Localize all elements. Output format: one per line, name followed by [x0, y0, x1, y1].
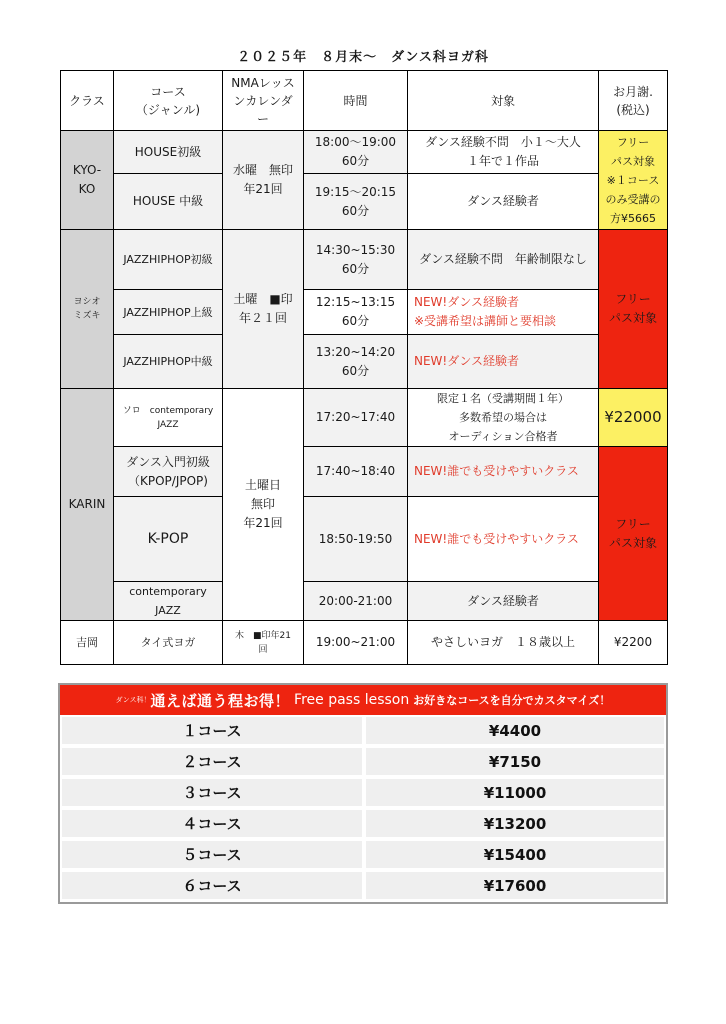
freepass-rows — [60, 715, 666, 901]
calendar-cell: 木 ■印年21 回 — [223, 621, 304, 665]
table-header-row — [61, 71, 668, 131]
freepass-course-count: ３コース — [60, 777, 364, 808]
time-cell: 20:00-21:00 — [304, 582, 408, 621]
freepass-course-count: １コース — [60, 715, 364, 746]
freepass-row — [60, 777, 666, 808]
schedule-table — [60, 70, 668, 665]
fee-freepass-kyoko: フリー パス対象 ※１コース のみ受講の 方¥5665 — [599, 131, 668, 230]
freepass-headline: 通えば通う程お得！ — [150, 691, 291, 710]
fee-freepass-yoshio: フリー パス対象 — [599, 230, 668, 389]
freepass-prefix: ダンス科！ — [115, 696, 151, 704]
instructor-karin: KARIN — [61, 389, 114, 621]
header-class: クラス — [61, 71, 114, 131]
freepass-row — [60, 839, 666, 870]
freepass-banner — [60, 685, 666, 715]
freepass-row — [60, 870, 666, 901]
freepass-subtext: お好きなコースを自分でカスタマイズ！ — [413, 694, 611, 707]
table-row — [61, 582, 668, 621]
fee-freepass-karin: フリー パス対象 — [599, 447, 668, 621]
calendar-cell: 土曜 ■印 年２１回 — [223, 230, 304, 389]
freepass-english: Free pass lesson — [294, 692, 410, 708]
target-cell: やさしいヨガ １８歳以上 — [408, 621, 599, 665]
target-cell: ダンス経験不問 年齢制限なし — [408, 230, 599, 290]
course-cell: HOUSE初級 — [114, 131, 223, 174]
header-fee: お月謝. (税込) — [599, 71, 668, 131]
target-cell: NEW!ダンス経験者 — [408, 335, 599, 389]
table-row — [61, 230, 668, 290]
table-row — [61, 290, 668, 335]
calendar-cell: 水曜 無印 年21回 — [223, 131, 304, 230]
time-cell: 18:00〜19:00 60分 — [304, 131, 408, 174]
freepass-price: ¥11000 — [364, 777, 666, 808]
freepass-course-count: ６コース — [60, 870, 364, 901]
page-title: ２０２５年 ８月末〜 ダンス科ヨガ科 — [237, 50, 489, 65]
time-cell: 12:15~13:15 60分 — [304, 290, 408, 335]
instructor-kyoko: KYO- KO — [61, 131, 114, 230]
time-cell: 17:20~17:40 — [304, 389, 408, 447]
course-cell: K-POP — [114, 497, 223, 582]
freepass-course-count: ５コース — [60, 839, 364, 870]
fee-cell: ¥2200 — [599, 621, 668, 665]
target-cell: 限定１名（受講期間１年） 多数希望の場合は オーディション合格者 — [408, 389, 599, 447]
target-cell: ダンス経験不問 小１〜大人 １年で１作品 — [408, 131, 599, 174]
freepass-course-count: ４コース — [60, 808, 364, 839]
header-target: 対象 — [408, 71, 599, 131]
freepass-row — [60, 808, 666, 839]
freepass-price: ¥4400 — [364, 715, 666, 746]
freepass-row — [60, 715, 666, 746]
table-row — [61, 621, 668, 665]
freepass-price: ¥17600 — [364, 870, 666, 901]
target-cell: NEW!ダンス経験者 ※受講希望は講師と要相談 — [408, 290, 599, 335]
freepass-price: ¥7150 — [364, 746, 666, 777]
table-row — [61, 335, 668, 389]
table-row — [61, 389, 668, 447]
instructor-yoshioka: 吉岡 — [61, 621, 114, 665]
course-cell: HOUSE 中級 — [114, 174, 223, 230]
time-cell: 19:00~21:00 — [304, 621, 408, 665]
course-cell: JAZZHIPHOP中級 — [114, 335, 223, 389]
time-cell: 18:50-19:50 — [304, 497, 408, 582]
freepass-price: ¥15400 — [364, 839, 666, 870]
freepass-row — [60, 746, 666, 777]
course-cell: contemporary JAZZ — [114, 582, 223, 621]
instructor-yoshio-mizuki: ヨシオ ミズキ — [61, 230, 114, 389]
target-cell: NEW!誰でも受けやすいクラス — [408, 497, 599, 582]
header-time: 時間 — [304, 71, 408, 131]
fee-solo: ¥22000 — [599, 389, 668, 447]
time-cell: 13:20~14:20 60分 — [304, 335, 408, 389]
target-cell: ダンス経験者 — [408, 582, 599, 621]
header-course: コース （ジャンル) — [114, 71, 223, 131]
time-cell: 17:40~18:40 — [304, 447, 408, 497]
course-cell: ソロ contemporary JAZZ — [114, 389, 223, 447]
target-cell: ダンス経験者 — [408, 174, 599, 230]
course-cell: ダンス入門初級 （KPOP/JPOP) — [114, 447, 223, 497]
table-row — [61, 131, 668, 174]
course-cell: JAZZHIPHOP上級 — [114, 290, 223, 335]
freepass-price-box — [58, 683, 668, 904]
table-row — [61, 447, 668, 497]
freepass-price: ¥13200 — [364, 808, 666, 839]
course-cell: タイ式ヨガ — [114, 621, 223, 665]
target-cell: NEW!誰でも受けやすいクラス — [408, 447, 599, 497]
course-cell: JAZZHIPHOP初級 — [114, 230, 223, 290]
time-cell: 19:15〜20:15 60分 — [304, 174, 408, 230]
freepass-course-count: ２コース — [60, 746, 364, 777]
table-row — [61, 497, 668, 582]
header-calendar: NMAレッス ンカレンダ ー — [223, 71, 304, 131]
calendar-cell: 土曜日 無印 年21回 — [223, 389, 304, 621]
time-cell: 14:30~15:30 60分 — [304, 230, 408, 290]
table-row — [61, 174, 668, 230]
